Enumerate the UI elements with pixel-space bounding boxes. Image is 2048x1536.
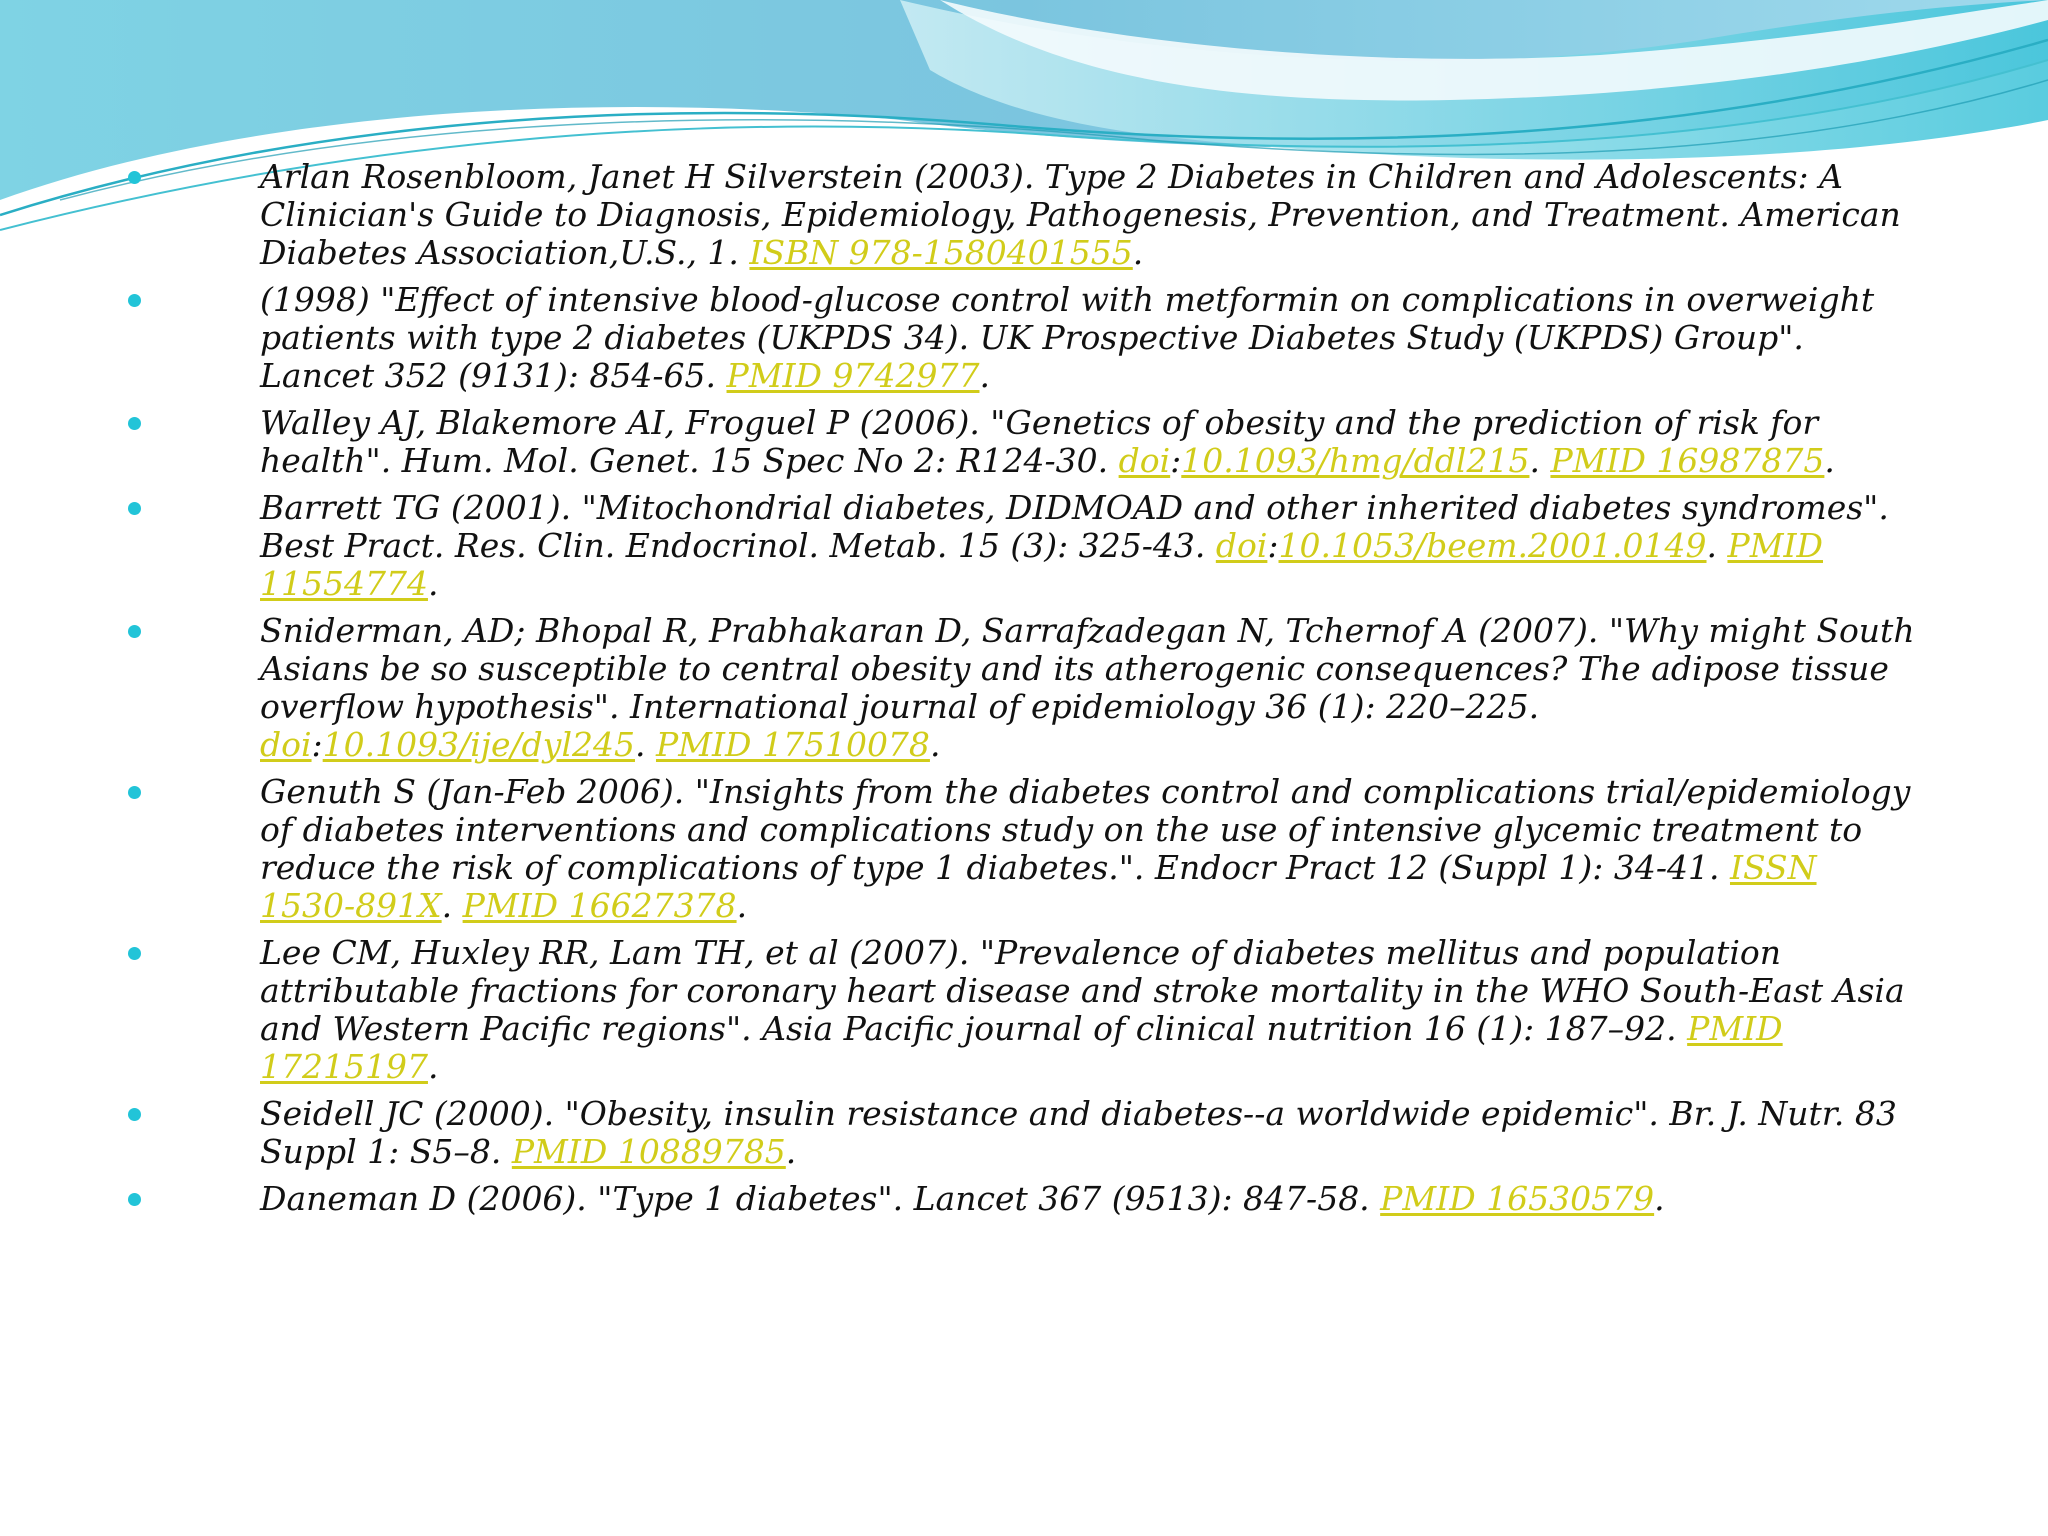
reference-text	[260, 1095, 1920, 1171]
reference-link[interactable]: doi	[260, 725, 312, 764]
reference-link[interactable]: ISBN 978-1580401555	[749, 233, 1133, 272]
reference-text-segment: Lee CM, Huxley RR, Lam TH, et al (2007). "Prevalence of diabetes mellitus and population attributable fractions for coronary heart disease and stroke mortality in the WHO South-East Asia and Western Pacific regions". Asia Pacific journal of clinical nutrition 16 (1): 187–92.	[260, 933, 1905, 1048]
reference-item	[120, 934, 1920, 1086]
reference-text	[260, 773, 1920, 925]
bullet-dot-icon	[128, 947, 141, 960]
reference-text-segment: .	[785, 1132, 797, 1171]
reference-text-segment: .	[1824, 441, 1835, 480]
bullet-dot-icon	[128, 417, 141, 430]
reference-text-segment: .	[1132, 233, 1144, 272]
reference-text	[260, 934, 1920, 1086]
reference-text-segment: Arlan Rosenbloom, Janet H Silverstein (2003). Type 2 Diabetes in Children and Adolescents: A Clinician's Guide to Diagnosis, Epidemiology, Pathogenesis, Prevention, and Treatment. American Diabetes Association,U.S., 1.	[260, 157, 1901, 272]
reference-link[interactable]: ISSN	[1729, 848, 1817, 887]
reference-text-segment: .	[1706, 526, 1728, 565]
reference-item	[120, 1095, 1920, 1171]
bullet-dot-icon	[128, 786, 141, 799]
reference-link[interactable]: doi	[1118, 441, 1171, 480]
reference-text-segment: (1998) "Effect of intensive blood-glucose control with metformin on complications in overweight patients with type 2 diabetes (UKPDS 34). UK Prospective Diabetes Study (UKPDS) Group". Lancet 352 (9131): 854-65.	[260, 280, 1875, 395]
reference-text-segment: .	[441, 886, 463, 925]
reference-link[interactable]: PMID 17510078	[655, 725, 930, 764]
reference-text	[260, 612, 1920, 764]
reference-item	[120, 158, 1920, 272]
reference-text-segment: Genuth S (Jan-Feb 2006). "Insights from the diabetes control and complications trial/epidemiology of diabetes interventions and complications study on the use of intensive glycemic treatment to reduce the risk of complications of type 1 diabetes.". Endocr Pract 12 (Suppl 1): 34-41.	[260, 772, 1911, 887]
bullet-dot-icon	[128, 502, 141, 515]
reference-text-segment: .	[979, 356, 990, 395]
reference-text-segment: Daneman D (2006). "Type 1 diabetes". Lancet 367 (9513): 847-58.	[260, 1179, 1381, 1218]
reference-item	[120, 404, 1920, 480]
reference-text-segment: :	[311, 725, 323, 764]
reference-text-segment: .	[635, 725, 656, 764]
reference-link[interactable]: 10.1093/hmg/ddl215	[1181, 441, 1530, 480]
reference-text-segment: :	[1267, 526, 1279, 565]
reference-text-segment: .	[427, 1047, 439, 1086]
reference-text	[260, 489, 1920, 603]
reference-text-segment: Seidell JC (2000). "Obesity, insulin resistance and diabetes--a worldwide epidemic". Br. J. Nutr. 83 Suppl 1: S5–8.	[260, 1094, 1897, 1171]
reference-link[interactable]: 10.1093/ije/dyl245	[322, 725, 635, 764]
bullet-dot-icon	[128, 1108, 141, 1121]
reference-text-segment: Sniderman, AD; Bhopal R, Prabhakaran D, Sarrafzadegan N, Tchernof A (2007). "Why might South Asians be so susceptible to central obesity and its atherogenic consequences? The adipose tissue overflow hypothesis". International journal of epidemiology 36 (1): 220–225.	[260, 611, 1915, 726]
reference-item	[120, 281, 1920, 395]
reference-item	[120, 1180, 1920, 1218]
reference-link[interactable]: PMID 11554774	[260, 526, 1823, 603]
reference-text	[260, 404, 1920, 480]
reference-text-segment: Barrett TG (2001). "Mitochondrial diabetes, DIDMOAD and other inherited diabetes syndromes". Best Pract. Res. Clin. Endocrinol. Metab. 15 (3): 325-43.	[260, 488, 1889, 565]
bullet-dot-icon	[128, 171, 141, 184]
reference-text-segment: Walley AJ, Blakemore AI, Froguel P (2006). "Genetics of obesity and the prediction of risk for health". Hum. Mol. Genet. 15 Spec No 2: R124-30.	[260, 403, 1819, 480]
reference-link[interactable]: PMID 9742977	[726, 356, 980, 395]
bullet-dot-icon	[128, 1193, 141, 1206]
reference-link[interactable]: doi	[1215, 526, 1268, 565]
reference-text	[260, 1180, 1920, 1218]
reference-text-segment: .	[1654, 1179, 1665, 1218]
reference-list	[120, 158, 1920, 1227]
reference-text-segment: .	[427, 564, 439, 603]
reference-item	[120, 773, 1920, 925]
bullet-dot-icon	[128, 625, 141, 638]
reference-text-segment: .	[1529, 441, 1551, 480]
reference-item	[120, 612, 1920, 764]
reference-text	[260, 281, 1920, 395]
reference-text	[260, 158, 1920, 272]
reference-link[interactable]: 1530-891X	[260, 886, 442, 925]
bullet-dot-icon	[128, 294, 141, 307]
reference-link[interactable]: PMID 16987875	[1550, 441, 1825, 480]
reference-link[interactable]: 10.1053/beem.2001.0149	[1278, 526, 1707, 565]
reference-link[interactable]: PMID 16627378	[462, 886, 737, 925]
reference-link[interactable]: PMID 17215197	[260, 1009, 1783, 1086]
reference-link[interactable]: PMID 10889785	[511, 1132, 786, 1171]
reference-item	[120, 489, 1920, 603]
reference-text-segment: .	[736, 886, 748, 925]
reference-text-segment: :	[1170, 441, 1182, 480]
reference-link[interactable]: PMID 16530579	[1380, 1179, 1655, 1218]
reference-text-segment: .	[929, 725, 941, 764]
